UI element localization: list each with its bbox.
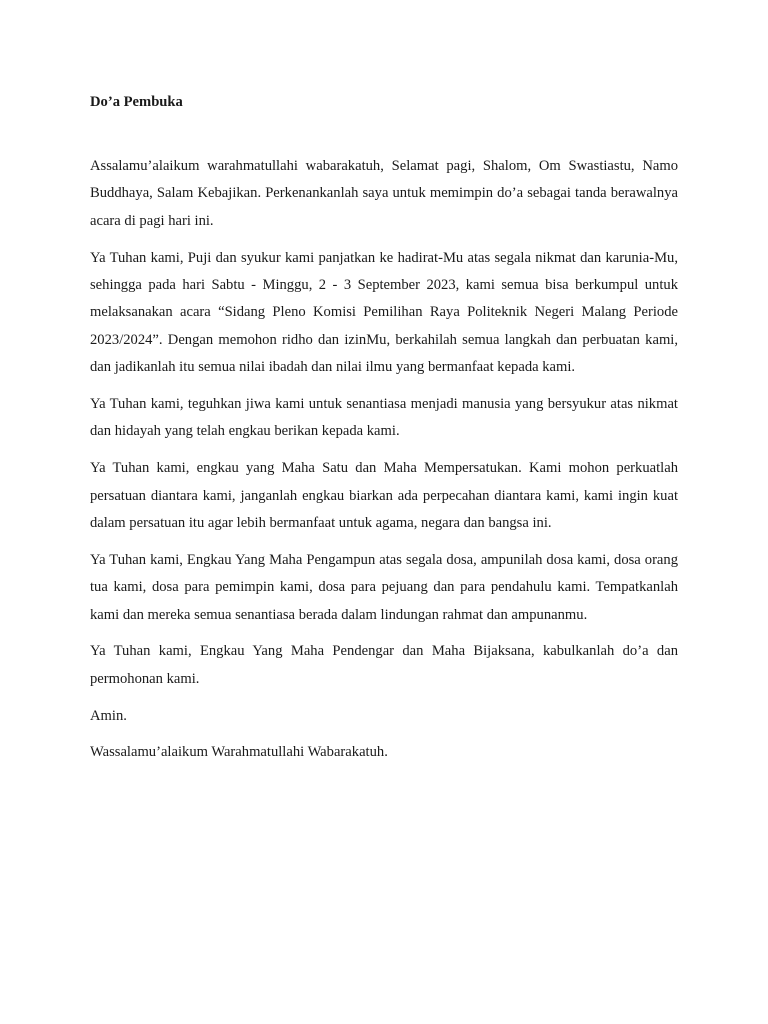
paragraph-forgiveness: Ya Tuhan kami, Engkau Yang Maha Pengampun atas segala dosa, ampunilah dosa kami, dosa orang tua kami, dosa para pemimpin kami, dosa para pejuang dan para pendahulu kami. Tempatkanlah kami dan mereka semua senantiasa berada dalam lindungan rahmat dan ampunanmu. [90,551,678,623]
paragraph-unity: Ya Tuhan kami, engkau yang Maha Satu dan Maha Mempersatukan. Kami mohon perkuatlah persatuan diantara kami, janganlah engkau biarkan ada perpecahan diantara kami, kami ingin kuat dalam persatuan itu agar lebih bermanfaat untuk agama, negara dan bangsa ini. [90,460,678,532]
paragraph-greeting: Assalamu’alaikum warahmatullahi wabarakatuh, Selamat pagi, Shalom, Om Swastiastu, Namo Buddhaya, Salam Kebajikan. Perkenankanlah saya untuk memimpin do’a sebagai tanda berawalnya acara di pagi hari ini. [90,158,678,229]
paragraph-closing: Wassalamu’alaikum Warahmatullahi Wabarakatuh. [90,744,388,761]
paragraph-amin: Amin. [90,707,127,724]
document-page [90,92,678,776]
document-title: Do’a Pembuka [90,94,183,110]
paragraph-strengthen: Ya Tuhan kami, teguhkan jiwa kami untuk senantiasa menjadi manusia yang bersyukur atas nikmat dan hidayah yang telah engkau berikan kepada kami. [90,396,678,440]
paragraph-gratitude: Ya Tuhan kami, Puji dan syukur kami panjatkan ke hadirat-Mu atas segala nikmat dan karunia-Mu, sehingga pada hari Sabtu - Minggu, 2 - 3 September 2023, kami semua bisa berkumpul untuk melaksanakan acara “Sidang Pleno Komisi Pemilihan Raya Politeknik Negeri Malang Periode 2023/2024”. Dengan memohon ridho dan izinMu, berkahilah semua langkah dan perbuatan kami, dan jadikanlah itu semua nilai ibadah dan nilai ilmu yang bermanfaat kepada kami. [90,249,678,376]
paragraph-request: Ya Tuhan kami, Engkau Yang Maha Pendengar dan Maha Bijaksana, kabulkanlah do’a dan permohonan kami. [90,643,678,687]
